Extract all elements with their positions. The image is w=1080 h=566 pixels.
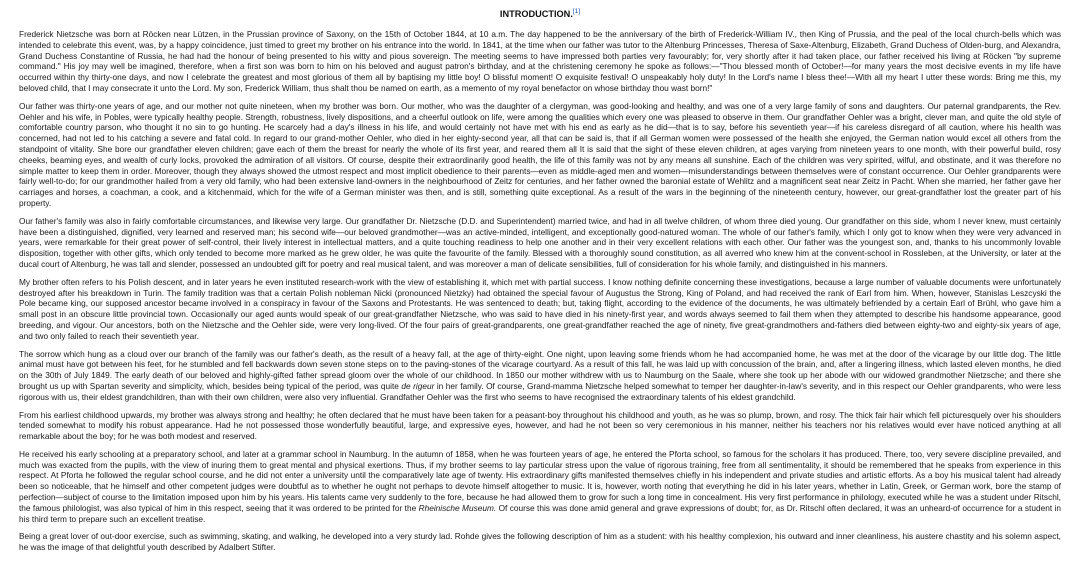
- footnote-ref[interactable]: [573, 8, 580, 15]
- italic-title: Rheinische Museum.: [418, 502, 497, 513]
- paragraph-6: [19, 410, 1061, 442]
- paragraph-8: [19, 531, 1061, 553]
- paragraph-7: [19, 449, 1061, 525]
- paragraph-text: The sorrow which hung as a cloud over our branch of the family was our father's death, as the result of a heavy fall, at the age of thirty-eight. One night, upon leaving some friends whom he had accompanied home, he was met at the door of the vicarage by our little dog. The little animal must have got between his feet, for he stumbled and fell backwards down seven stone steps on to the paving-stones of the vicarage courtyard. As a result of this fall, he was laid up with concussion of the brain, and, after a lingering illness, which lasted eleven months, he died on the 30th of July 1849. The early death of our beloved and highly-gifted father spread gloom over the whole of our childhood. In 1850 our mother withdrew with us to Naumburg on the Saale, where she took up her abode with our widowed grandmother Nietzsche; and there she brought us up with Spartan severity and simplicity, which, besides being typical of the period, was quite: [19, 348, 1061, 391]
- paragraph-2: [19, 101, 1061, 209]
- paragraph-text: Being a great lover of out-door exercise, such as swimming, skating, and walking, he developed into a very sturdy lad. Rohde gives the following description of him as a student: with his healthy complexion, his outward and inner cleanliness, his austere chastity and his solemn aspect, he was the image of that delightful youth described by Adalbert Stifter.: [19, 531, 1061, 553]
- paragraph-4: [19, 277, 1061, 342]
- paragraph-text: Our father was thirty-one years of age, and our mother not quite nineteen, when my brother was born. Our mother, who was the daughter of a clergyman, was good-looking and healthy, and was one of a very large family of sons and daughters. Our paternal grandparents, the Rev. Oehler and his wife, in Pobles, were typically healthy people. Strength, robustness, lively dispositions, and a cheerful outlook on life, were among the qualities which every one was pleased to observe in them. Our grandfather Oehler was a bright, clever man, and quite the old style of comfortable country parson, who thought it no sin to go hunting. He scarcely had a day's illness in his life, and would certainly not have met with his end as early as he did—that is to say, before his seventieth year—if his careless disregard of all caution, where his health was concerned, had not led to his catching a severe and fatal cold. In regard to our grand-mother Oehler, who died in her eighty-second year, all that can be said is, that if all German women were possessed of the health she enjoyed, the German nation would excel all others from the standpoint of vitality. She bore our grandfather eleven children; gave each of them the breast for nearly the whole of its first year, and reared them all It is said that the sight of these eleven children, at ages varying from nineteen years to one month, with their powerful build, rosy cheeks, beaming eyes, and wealth of curly locks, provoked the admiration of all visitors. Of course, despite their extraordinarily good health, the life of this family was not by any means all sunshine. Each of the children was very spirited, wilful, and obstinate, and it was therefore no simple matter to keep them in order. Moreover, though they always showed the utmost respect and most implicit obedience to their parents—even as middle-aged men and women—misunderstandings between themselves were of constant occurrence. Our Oehler grandparents were fairly well-to-do; for our grandmother hailed from a very old family, who had been extensive land-owners in the neighbourhood of Zeitz for centuries, and her father owned the baronial estate of Wehlitz and a magnificent seat near Zeitz in Pacht. When she married, her father gave her carriages and horses, a coachman, a cook, and a kitchenmaid, which for the wife of a German minister was then, and is still, something quite exceptional. As a result of the wars in the beginning of the nineteenth century, however, our great-grandfather lost the greater part of his property.: [19, 100, 1061, 208]
- title-text: INTRODUCTION.: [499, 9, 573, 19]
- paragraph-text: Our father's family was also in fairly comfortable circumstances, and likewise very large. Our grandfather Dr. Nietzsche (D.D. and Superintendent) married twice, and had in all twelve children, of whom three died young. Our grandfather on this side, whom I never knew, must certainly have been a distinguished, dignified, very learned and reserved man; his second wife—our beloved grandmother—was an active-minded, intelligent, and exceptionally good-natured woman. The whole of our father's family, which I only got to know when they were very advanced in years, were remarkable for their great power of self-control, their lively interest in intellectual matters, and a quite touching readiness to help one another and in their very excellent relations with each other. Our father was the youngest son, and, thanks to his uncommonly lovable disposition, together with other gifts, which only tended to become more marked as he grew older, he was quite the favourite of the family. Blessed with a thoroughly sound constitution, as all averred who knew him at the convent-school in Rossleben, at the University, or later at the ducal court of Altenburg, he was tall and slender, possessed an undoubted gift for poetry and real musical talent, and was moreover a man of delicate sensibilities, full of consideration for his whole family, and distinguished in his manners.: [19, 215, 1061, 269]
- italic-term: de rigeur: [401, 380, 435, 391]
- paragraph-3: [19, 216, 1061, 270]
- paragraph-text-continued: in her family. Of course, Grand-mamma Nietzsche helped somewhat to temper her daughter-in-law's severity, and in this respect our Oehler grandparents, who were less rigorous with us, their eldest grandchildren, than with their own children, were also very influential. Grandfather Oehler was the first who seems to have recognised the extraordinary talents of his eldest grandchild.: [19, 380, 1062, 402]
- paragraph-text-continued: Of course this was done amid general and grave expressions of doubt; for, as Dr. Ritschl often declared, it was an unheard-of occurrence for a student in his third term to prepare such an excellent treatise.: [19, 502, 1061, 524]
- paragraph-5: [19, 349, 1061, 403]
- footnote-link[interactable]: [1]: [572, 7, 581, 15]
- paragraph-text: Frederick Nietzsche was born at Röcken near Lützen, in the Prussian province of Saxony, on the 15th of October 1844, at 10 a.m. The day happened to be the anniversary of the birth of Frederick-William IV., then King of Prussia, and the peal of the local church-bells which was intended to celebrate this event, was, by a happy coincidence, just timed to greet my brother on his entrance into the world. In 1841, at the time when our father was tutor to the Altenburg Princesses, Theresa of Saxe-Altenburg, Elizabeth, Grand Duchess of Olden-burg, and Alexandra, Grand Duchess Constantine of Russia, he had had the honour of being presented to his witty and pious sovereign. The meeting seems to have impressed both parties very favourably; for, very shortly after it had taken place, our father received his living at Röcken "by supreme command." His joy may well be imagined, therefore, when a first son was born to him on his beloved and august patron's birthday, and at the christening ceremony he spoke as follows:—"Thou blessed month of October!—for many years the most decisive events in my life have occurred within thy thirty-one days, and now I celebrate the greatest and most glorious of them all by baptising my little boy! O blissful moment! O exquisite festival! O unspeakably holy duty! In the Lord's name I bless thee!—With all my heart I utter these words: Bring me this, my beloved child, that I may consecrate it unto the Lord. My son, Frederick William, thus shalt thou be named on earth, as a memento of my royal benefactor on whose birthday thou wast born!": [19, 29, 1061, 93]
- paragraph-text: From his earliest childhood upwards, my brother was always strong and healthy; he often declared that he must have been taken for a peasant-boy throughout his childhood and youth, as he was so plump, brown, and rosy. The thick fair hair which fell picturesquely over his shoulders tended somewhat to modify his robust appearance. Had he not possessed those wonderfully beautiful, large, and expressive eyes, however, and had he not been so very ceremonious in his manner, neither his teachers nor his relatives would ever have noticed anything at all remarkable about the boy; for he was both modest and reserved.: [19, 409, 1061, 442]
- paragraph-1: [19, 29, 1061, 94]
- page-title: [19, 8, 1061, 20]
- paragraph-text: My brother often refers to his Polish descent, and in later years he even instituted research-work with the view of establishing it, which met with partial success. I know nothing definite concerning these investigations, because a large number of valuable documents were unfortunately destroyed after his breakdown in Turin. The family tradition was that a certain Polish nobleman Nicki (pronounced Nietzky) had obtained the special favour of Augustus the Strong, King of Poland, and had received the rank of Earl from him. When, however, Stanislas Leszcyski the Pole became king, our supposed ancestor became involved in a conspiracy in favour of the Saxons and Protestants. He was sentenced to death; but, taking flight, according to the evidence of the documents, he was ultimately befriended by a certain Earl of Brühl, who gave him a small post in an obscure little provincial town. Occasionally our aged aunts would speak of our great-grandfather Nietzsche, who was said to have died in his ninety-first year, and words always seemed to fail them when they attempted to describe his handsome appearance, good breeding, and vigour. Our ancestors, both on the Nietzsche and the Oehler side, were very long-lived. Of the four pairs of great-grandparents, one great-grandfather reached the age of ninety, five great-grandmothers and-fathers died between eighty-two and eighty-six years of age, and two only failed to reach their seventieth year.: [19, 276, 1061, 341]
- paragraph-text: He received his early schooling at a preparatory school, and later at a grammar school in Naumburg. In the autumn of 1858, when he was fourteen years of age, he entered the Pforta school, so famous for the scholars it has produced. There, too, very severe discipline prevailed, and much was exacted from the pupils, with the view of inuring them to great mental and physical exertions. Thus, if my brother seems to lay particular stress upon the value of rigorous training, free from all sentimentality, it should be remembered that he speaks from experience in this respect. At Pforta he followed the regular school course, and he did not enter a university until the comparatively late age of twenty. His extraordinary gifts manifested themselves chiefly in his independent and private studies and artistic efforts. As a boy his musical talent had already been so noticeable, that he himself and other competent judges were doubtful as to whether he ought not perhaps to devote himself altogether to music. It is, however, worth noting that everything he did in his later years, whether in Latin, Greek, or German work, bore the stamp of perfection—subject of course to the limitation imposed upon him by his years. His talents came very suddenly to the fore, because he had allowed them to grow for such a long time in concealment. His very first performance in philology, executed while he was a student under Ritschl, the famous philologist, was also typical of him in this respect, seeing that it was ordered to be printed for the: [19, 448, 1061, 513]
